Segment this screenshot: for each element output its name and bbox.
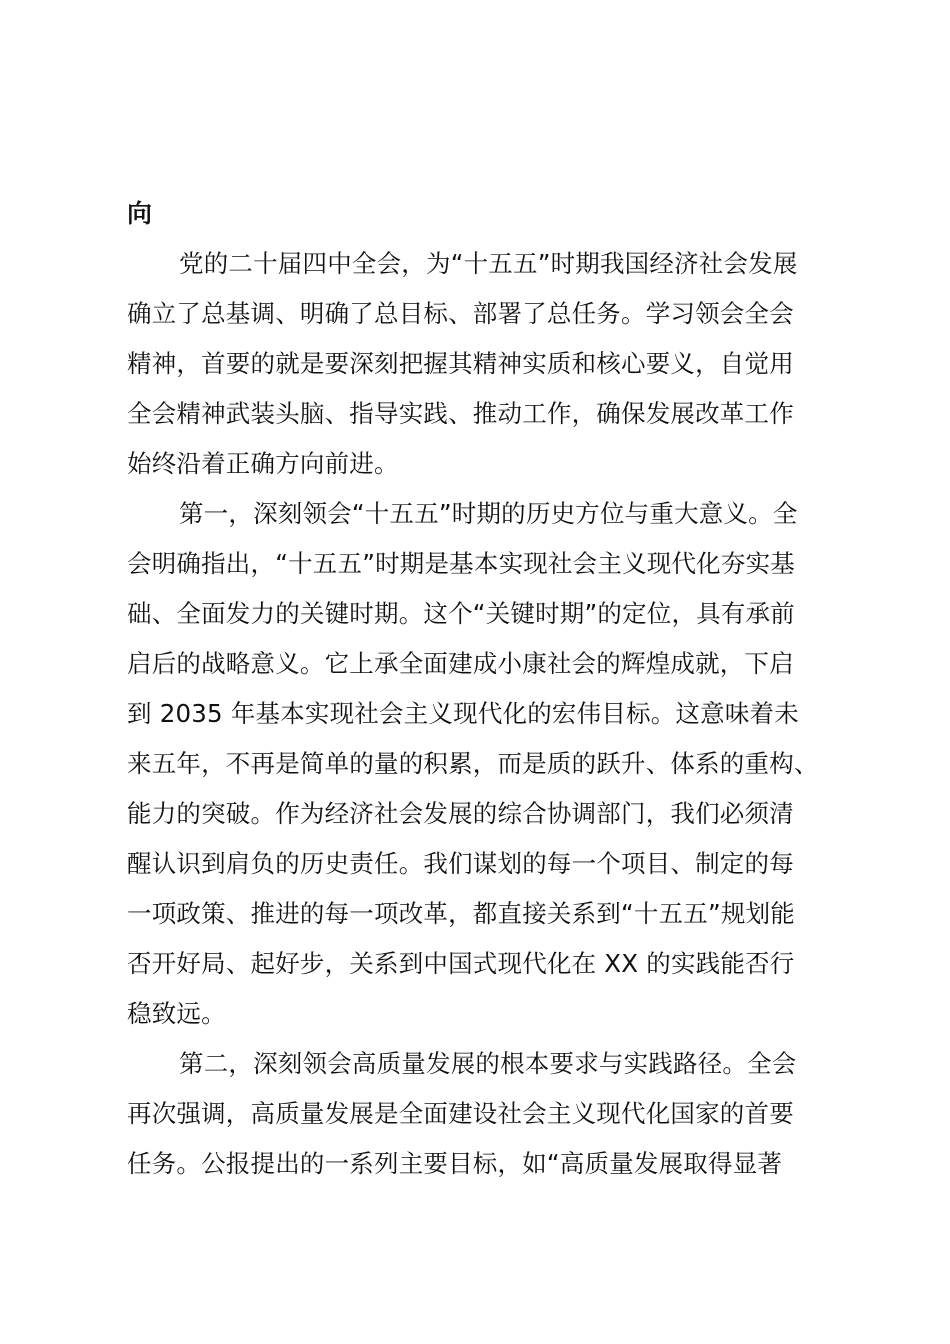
text-line: 来五年，不再是简单的量的积累，而是质的跃升、体系的重构、 xyxy=(127,749,819,778)
text-line: 醒认识到肩负的历史责任。我们谋划的每一个项目、制定的每 xyxy=(127,849,794,878)
text-line: 任务。公报提出的一系列主要目标，如“高质量发展取得显著 xyxy=(127,1149,783,1178)
section-heading-fragment: 向 xyxy=(127,199,153,228)
text-line: 稳致远。 xyxy=(127,999,226,1028)
text-line: 始终沿着正确方向前进。 xyxy=(127,449,399,478)
text-line: 启后的战略意义。它上承全面建成小康社会的辉煌成就，下启 xyxy=(127,649,794,678)
text-line: 础、全面发力的关键时期。这个“关键时期”的定位，具有承前 xyxy=(127,599,795,628)
text-line: 到 2035 年基本实现社会主义现代化的宏伟目标。这意味着未 xyxy=(127,699,799,728)
text-line: 能力的突破。作为经济社会发展的综合协调部门，我们必须清 xyxy=(127,799,794,828)
text-line: 会明确指出，“十五五”时期是基本实现社会主义现代化夯实基 xyxy=(127,549,795,578)
text-line: 一项政策、推进的每一项改革，都直接关系到“十五五”规划能 xyxy=(127,899,795,928)
text-line: 全会精神武装头脑、指导实践、推动工作，确保发展改革工作 xyxy=(127,399,794,428)
text-line: 再次强调，高质量发展是全面建设社会主义现代化国家的首要 xyxy=(127,1099,794,1128)
text-line: 精神，首要的就是要深刻把握其精神实质和核心要义，自觉用 xyxy=(127,349,794,378)
text-line: 确立了总基调、明确了总目标、部署了总任务。学习领会全会 xyxy=(127,299,794,328)
text-line: 否开好局、起好步，关系到中国式现代化在 XX 的实践能否行 xyxy=(127,949,795,978)
text-line: 第二，深刻领会高质量发展的根本要求与实践路径。全会 xyxy=(179,1049,797,1078)
text-line: 第一，深刻领会“十五五”时期的历史方位与重大意义。全 xyxy=(179,499,798,528)
text-line: 党的二十届四中全会，为“十五五”时期我国经济社会发展 xyxy=(179,249,798,278)
